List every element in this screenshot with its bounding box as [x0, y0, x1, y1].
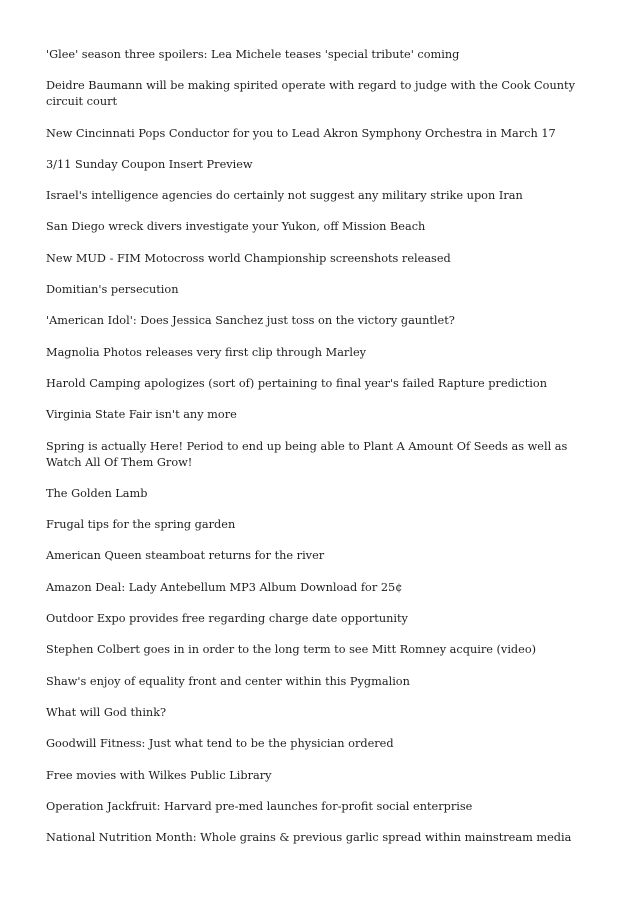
headline-item: What will God think?: [46, 705, 167, 719]
headline-item: Operation Jackfruit: Harvard pre-med launches for-profit social enterprise: [46, 799, 473, 813]
headline-item: New Cincinnati Pops Conductor for you to Lead Akron Symphony Orchestra in March 17: [46, 126, 556, 140]
headline-item: Domitian's persecution: [46, 283, 179, 297]
headline-item: Free movies with Wilkes Public Library: [46, 768, 272, 782]
headline-item: Outdoor Expo provides free regarding charge date opportunity: [46, 612, 408, 626]
headline-item: 'Glee' season three spoilers: Lea Michele teases 'special tribute' coming: [46, 48, 460, 61]
headline-item: Shaw's enjoy of equality front and center within this Pygmalion: [46, 674, 410, 688]
headline-item: 'American Idol': Does Jessica Sanchez just toss on the victory gauntlet?: [46, 314, 455, 328]
headline-item: The Golden Lamb: [46, 486, 148, 500]
headline-item: Virginia State Fair isn't any more: [46, 408, 237, 422]
headline-item: Goodwill Fitness: Just what tend to be the physician ordered: [46, 737, 394, 751]
headline-item: Frugal tips for the spring garden: [46, 518, 236, 532]
headline-item: Magnolia Photos releases very first clip through Marley: [46, 345, 367, 359]
headline-item: Amazon Deal: Lady Antebellum MP3 Album Download for 25¢: [46, 580, 403, 594]
headline-item: Israel's intelligence agencies do certainly not suggest any military strike upon Iran: [46, 189, 523, 203]
headline-item: National Nutrition Month: Whole grains & previous garlic spread within mainstream media: [46, 831, 572, 845]
headline-item: San Diego wreck divers investigate your Yukon, off Mission Beach: [46, 220, 426, 234]
document-page: [46, 47, 602, 846]
headline-list: [46, 47, 602, 846]
headline-item: American Queen steamboat returns for the river: [46, 549, 325, 563]
headline-item: Deidre Baumann will be making spirited operate with regard to judge with the Cook County circuit court: [46, 79, 575, 109]
headline-item: New MUD - FIM Motocross world Championship screenshots released: [46, 251, 451, 265]
headline-item: 3/11 Sunday Coupon Insert Preview: [46, 157, 253, 171]
headline-item: Spring is actually Here! Period to end up being able to Plant A Amount Of Seeds as well as Watch All Of Them Grow!: [46, 439, 568, 469]
headline-item: Stephen Colbert goes in in order to the long term to see Mitt Romney acquire (video): [46, 643, 537, 657]
headline-item: Harold Camping apologizes (sort of) pertaining to final year's failed Rapture prediction: [46, 376, 547, 390]
